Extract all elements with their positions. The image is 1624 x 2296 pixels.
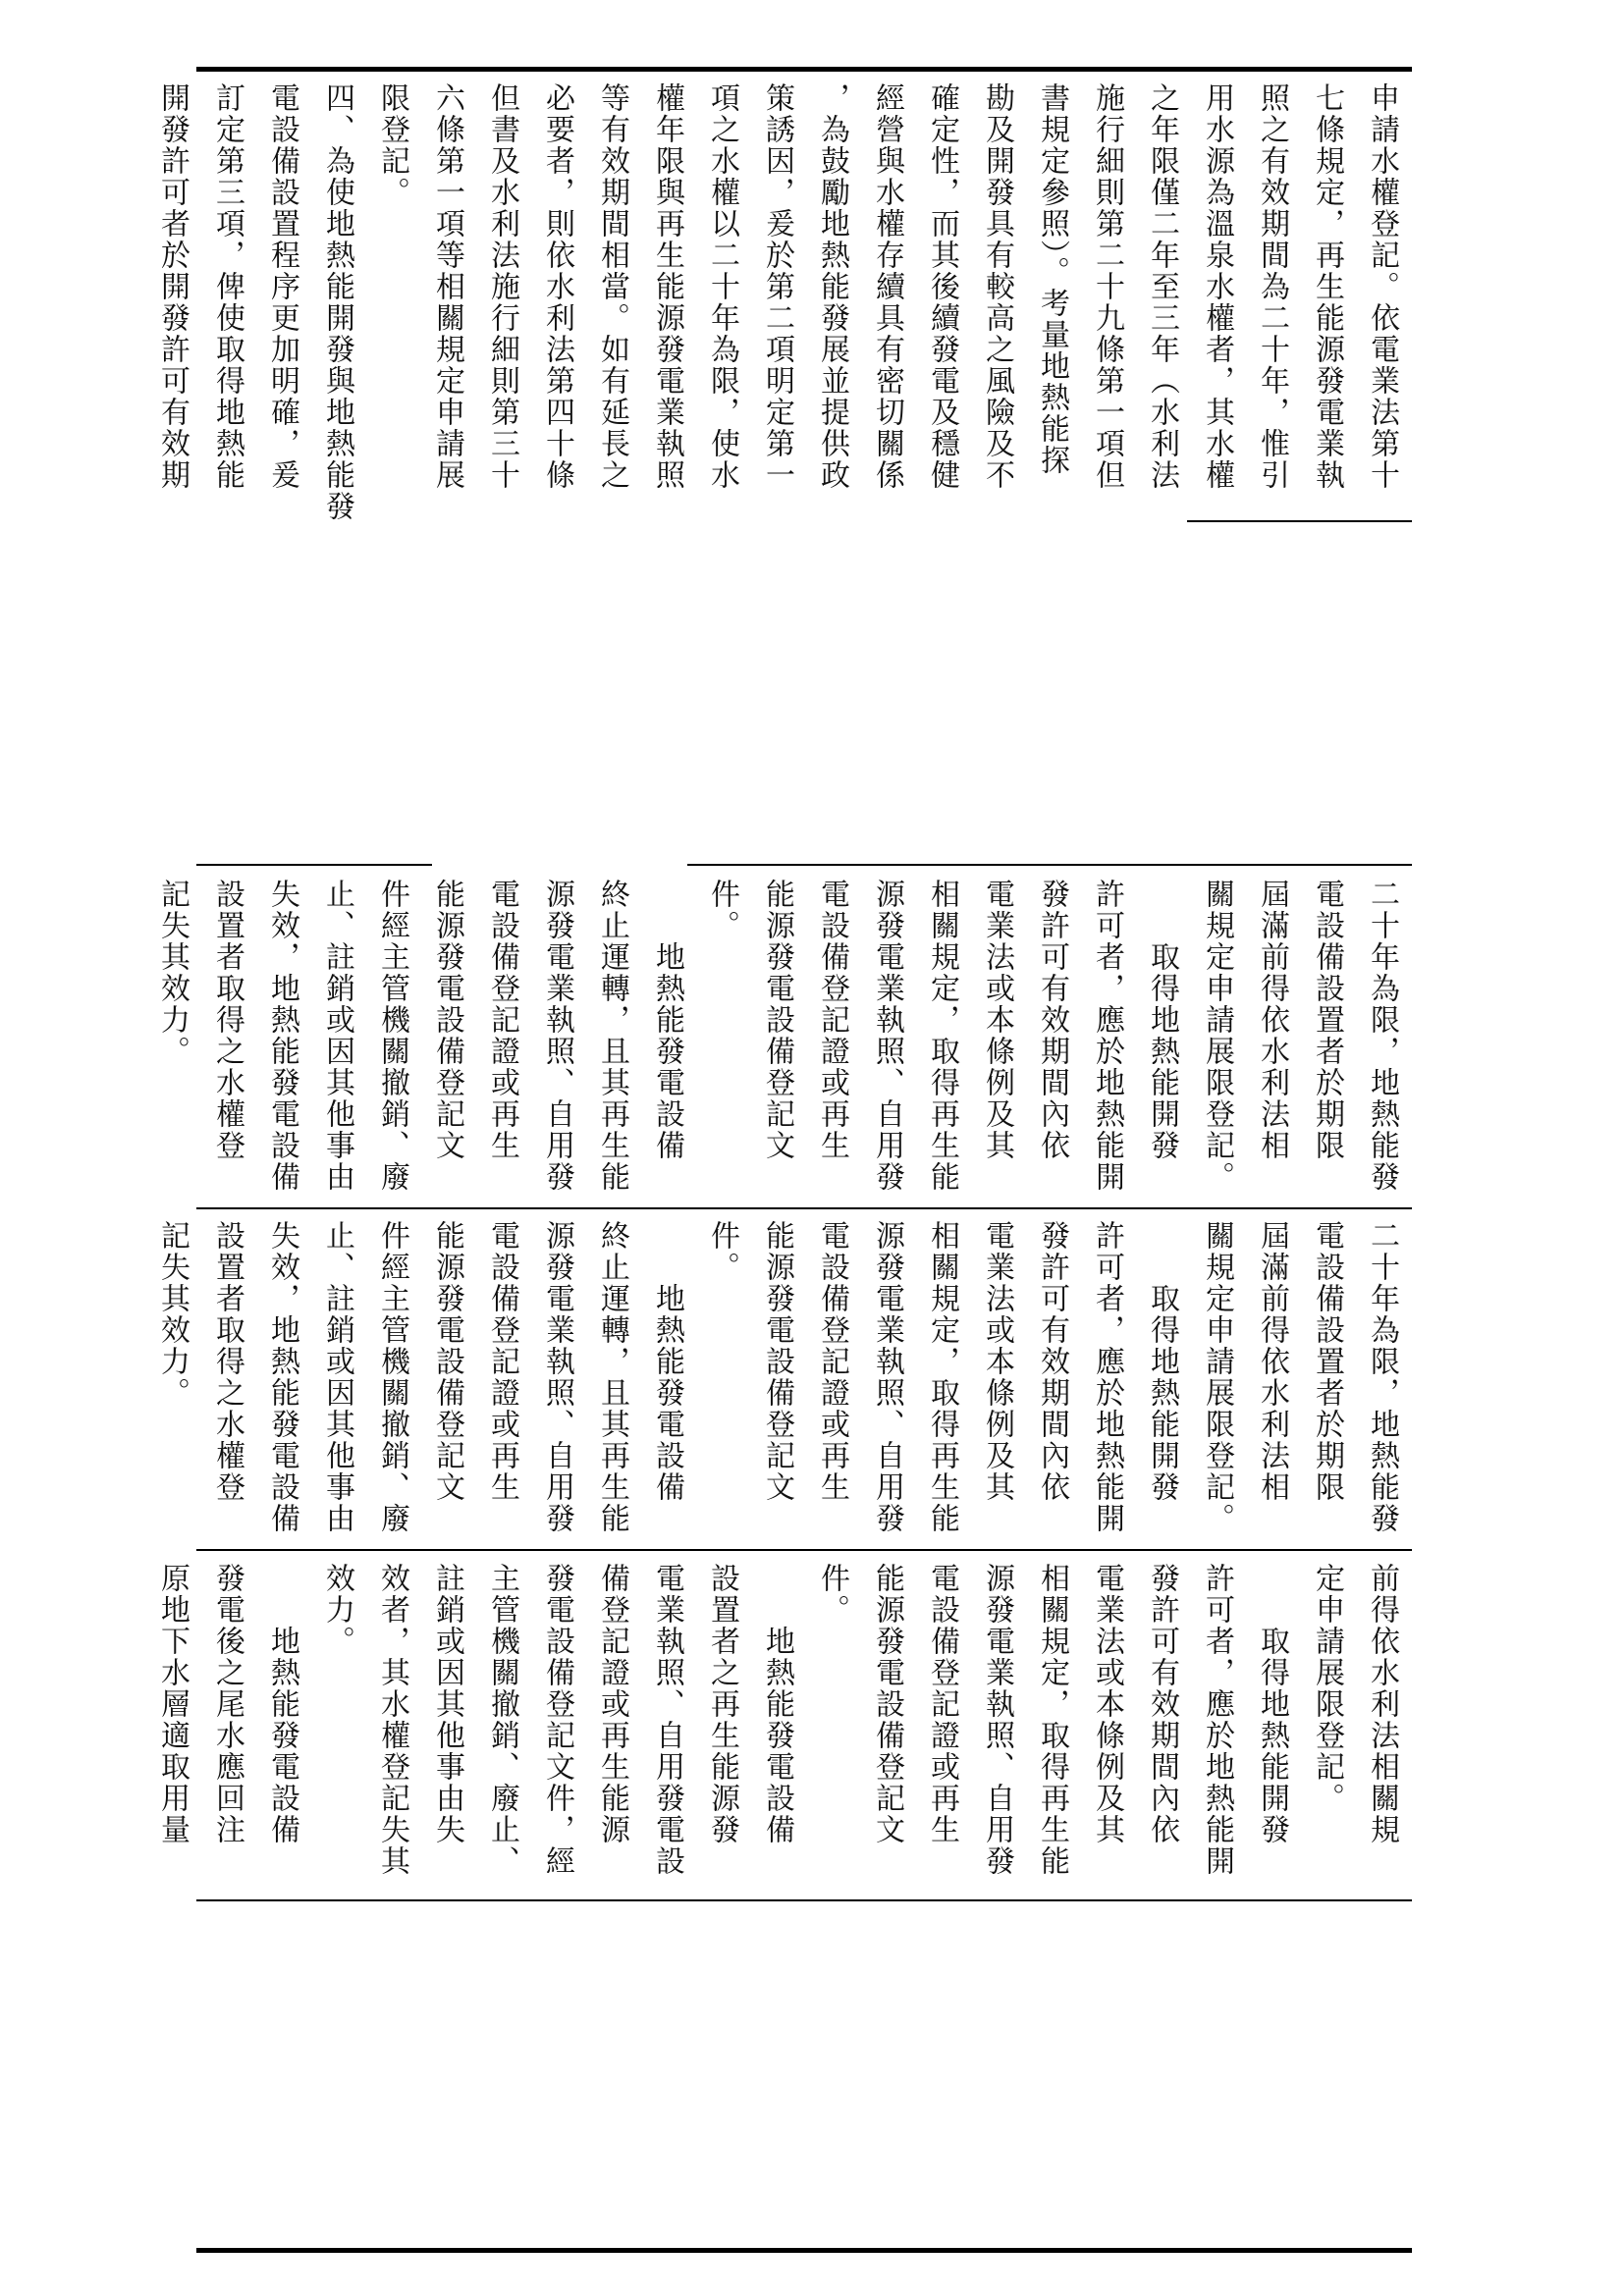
text-line: 止、註銷或因其他事由 [320, 1220, 354, 1534]
text-line: 效力。 [320, 1563, 354, 1657]
text-line: 電設備登記證或再生 [925, 1563, 959, 1845]
text-line: 電業法或本條例及其 [980, 879, 1014, 1161]
text-line: 用水源為溫泉水權者，其水權 [1200, 82, 1234, 491]
text-line: 失效，地熱能發電設備 [265, 879, 299, 1193]
text-line: 電設備設置者於期限 [1310, 879, 1344, 1161]
text-line: 件經主管機關撤銷、廢 [375, 879, 409, 1193]
text-line: 四、為使地熱能開發與地熱能發 [320, 82, 354, 522]
text-line: 相關規定，取得再生能 [925, 879, 959, 1193]
text-line: 地熱能發電設備 [265, 1563, 299, 1845]
text-line: 電業法或本條例及其 [1090, 1563, 1124, 1845]
text-line: 許可者，應於地熱能開 [1200, 1563, 1234, 1877]
text-line: 備登記證或再生能源 [595, 1563, 629, 1845]
text-line: 發許可有效期間內依 [1035, 879, 1069, 1161]
lower-table-divider-1 [196, 1207, 1412, 1209]
text-line: 電業法或本條例及其 [980, 1220, 1014, 1503]
text-line: 能源發電設備登記文 [430, 1220, 464, 1503]
lower-table-top-border-left [196, 864, 432, 866]
text-line: 屆滿前得依水利法相 [1255, 879, 1289, 1161]
text-line: 等有效期間相當。如有延長之 [595, 82, 629, 491]
text-line: 地熱能發電設備 [760, 1563, 794, 1845]
text-line: 取得地熱能開發 [1255, 1563, 1289, 1845]
text-line: 源發電業執照、自用發 [870, 879, 904, 1193]
text-line: 終止運轉，且其再生能 [595, 879, 629, 1193]
text-line: 取得地熱能開發 [1145, 879, 1179, 1161]
lower-table-divider-2 [196, 1549, 1412, 1551]
text-line: 照之有效期間為二十年，惟引 [1255, 82, 1289, 491]
text-line: 原地下水層適取用量 [155, 1563, 189, 1845]
text-line: 許可者，應於地熱能開 [1090, 1220, 1124, 1534]
text-line: ，為鼓勵地熱能發展並提供政 [815, 82, 849, 491]
text-line: 但書及水利法施行細則第三十 [485, 82, 519, 491]
text-line: 失效，地熱能發電設備 [265, 1220, 299, 1534]
text-line: 定申請展限登記。 [1310, 1563, 1344, 1814]
text-line: 地熱能發電設備 [650, 879, 684, 1161]
text-line: 源發電業執照、自用發 [870, 1220, 904, 1534]
page-bottom-rule [196, 2248, 1412, 2253]
text-line: 發許可有效期間內依 [1035, 1220, 1069, 1503]
text-line: 源發電業執照、自用發 [540, 879, 574, 1193]
text-line: 發電設備登記文件，經 [540, 1563, 574, 1877]
text-line: 記失其效力。 [155, 1220, 189, 1409]
lower-column-a-text [155, 879, 1409, 1202]
upper-table-top-border [196, 67, 1412, 72]
text-line: 主管機關撤銷、廢止、 [485, 1563, 519, 1877]
text-line: 限登記。 [375, 82, 409, 208]
upper-right-column-text [155, 82, 1409, 522]
text-line: 能源發電設備登記文 [760, 1220, 794, 1503]
lower-table-bottom-border [196, 1899, 1412, 1901]
text-line: 件。 [705, 879, 739, 941]
text-line: 訂定第三項，俾使取得地熱能 [210, 82, 244, 491]
text-line: 取得地熱能開發 [1145, 1220, 1179, 1503]
text-line: 電設備登記證或再生 [485, 879, 519, 1161]
text-line: 效者，其水權登記失其 [375, 1563, 409, 1877]
text-line: 確定性，而其後續發電及穩健 [925, 82, 959, 491]
text-line: 源發電業執照、自用發 [980, 1563, 1014, 1877]
text-line: 能源發電設備登記文 [760, 879, 794, 1161]
text-line: 記失其效力。 [155, 879, 189, 1067]
text-line: 之年限僅二年至三年（水利法 [1145, 82, 1179, 491]
upper-table-bottom-border [1187, 520, 1412, 522]
lower-column-c-text [155, 1563, 1409, 1895]
text-line: 勘及開發具有較高之風險及不 [980, 82, 1014, 491]
text-line: 必要者，則依水利法第四十條 [540, 82, 574, 491]
text-line: 相關規定，取得再生能 [1035, 1563, 1069, 1877]
text-line: 策誘因，爰於第二項明定第一 [760, 82, 794, 491]
text-line: 二十年為限，地熱能發 [1365, 879, 1399, 1193]
text-line: 源發電業執照、自用發 [540, 1220, 574, 1534]
text-line: 件經主管機關撤銷、廢 [375, 1220, 409, 1534]
text-line: 發許可有效期間內依 [1145, 1563, 1179, 1845]
text-line: 六條第一項等相關規定申請展 [430, 82, 464, 491]
text-line: 屆滿前得依水利法相 [1255, 1220, 1289, 1503]
text-line: 開發許可者於開發許可有效期 [155, 82, 189, 491]
text-line: 項之水權以二十年為限，使水 [705, 82, 739, 491]
text-line: 能源發電設備登記文 [870, 1563, 904, 1845]
text-line: 設置者取得之水權登 [210, 879, 244, 1161]
text-line: 施行細則第二十九條第一項但 [1090, 82, 1124, 491]
text-line: 電設備設置程序更加明確，爰 [265, 82, 299, 491]
text-line: 電設備登記證或再生 [815, 879, 849, 1161]
text-line: 終止運轉，且其再生能 [595, 1220, 629, 1534]
text-line: 能源發電設備登記文 [430, 879, 464, 1161]
text-line: 止、註銷或因其他事由 [320, 879, 354, 1193]
text-line: 件。 [705, 1220, 739, 1283]
text-line: 地熱能發電設備 [650, 1220, 684, 1503]
text-line: 電設備設置者於期限 [1310, 1220, 1344, 1503]
text-line: 許可者，應於地熱能開 [1090, 879, 1124, 1193]
lower-column-b-text [155, 1220, 1409, 1544]
text-line: 申請水權登記。依電業法第十 [1365, 82, 1399, 491]
text-line: 件。 [815, 1563, 849, 1626]
text-line: 權年限與再生能源發電業執照 [650, 82, 684, 491]
text-line: 註銷或因其他事由失 [430, 1563, 464, 1845]
text-line: 電設備登記證或再生 [815, 1220, 849, 1503]
text-line: 經營與水權存續具有密切關係 [870, 82, 904, 491]
lower-table-top-border-right [687, 864, 1412, 866]
text-line: 相關規定，取得再生能 [925, 1220, 959, 1534]
text-line: 關規定申請展限登記。 [1200, 879, 1234, 1193]
text-line: 設置者取得之水權登 [210, 1220, 244, 1503]
text-line: 七條規定，再生能源發電業執 [1310, 82, 1344, 491]
text-line: 二十年為限，地熱能發 [1365, 1220, 1399, 1534]
text-line: 關規定申請展限登記。 [1200, 1220, 1234, 1534]
text-line: 電設備登記證或再生 [485, 1220, 519, 1503]
text-line: 設置者之再生能源發 [705, 1563, 739, 1845]
text-line: 發電後之尾水應回注 [210, 1563, 244, 1845]
text-line: 電業執照、自用發電設 [650, 1563, 684, 1877]
text-line: 前得依水利法相關規 [1365, 1563, 1399, 1845]
text-line: 書規定參照）。考量地熱能探 [1035, 82, 1069, 476]
